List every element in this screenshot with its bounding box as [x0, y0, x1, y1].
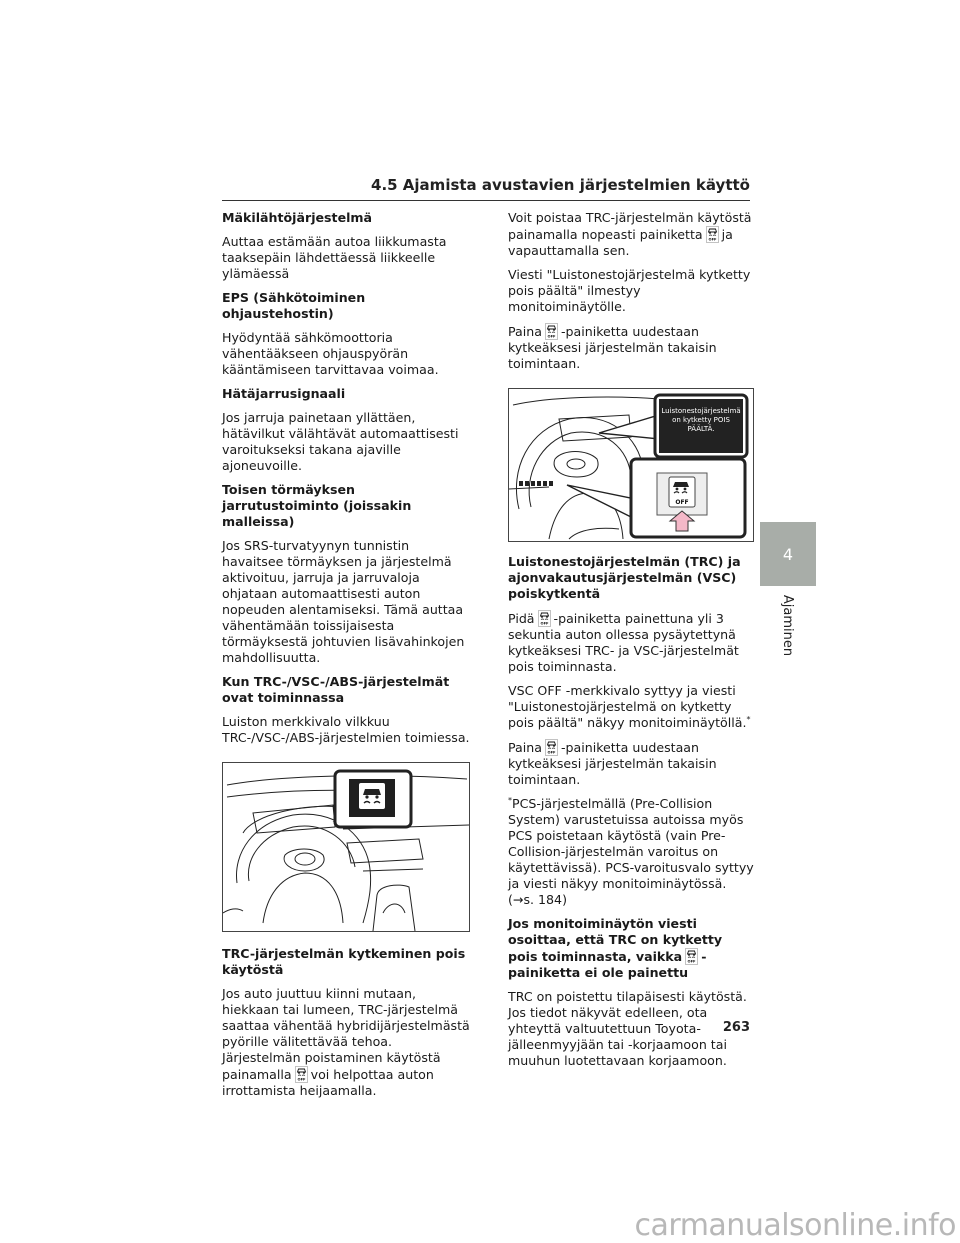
chapter-number: 4 [782, 544, 794, 564]
heading-emergency-brake-signal: Hätäjarrusignaali [222, 386, 346, 401]
vsc-off-button-icon [538, 610, 551, 627]
vsc-off-button-icon [706, 226, 719, 243]
paragraph-trc-message: Viesti "Luistonestojärjestelmä kytketty pois päältä" ilmestyy monitoiminäytölle. [508, 267, 751, 314]
paragraph-trc-vsc-hold: Pidä -painiketta painettuna yli 3 sekuntia auton ollessa pysäytettynä kytkeäksesi TRC- ja VSC-järjestelmät pois toiminnasta. [508, 611, 739, 674]
vsc-off-button-icon [685, 948, 698, 965]
paragraph-trc-off: Jos auto juuttuu kiinni mutaan, hiekkaan tai lumeen, TRC-järjestelmä saattaa vähentää hybridijärjestelmästä pyörille välitettävää tehoa. Järjestelmän poistaminen käytöstä painamalla voi helpottaa auton irrottamista heijaamalla. [222, 986, 470, 1098]
heading-secondary-collision-brake: Toisen törmäyksen jarrutustoiminto (joissakin malleissa) [222, 482, 412, 529]
paragraph-trc-temporary-off: TRC on poistettu tilapäisesti käytöstä. Jos tiedot näkyvät edelleen, ota yhteyttä valtuutettuun Toyota-jälleenmyyjään tai -korjaamoon tai muuhun luotettavaan korjaamoon. [508, 989, 747, 1068]
button-off-label: OFF [675, 499, 689, 506]
dashboard-slip-indicator-illustration [222, 762, 470, 932]
vsc-off-button-illustration [508, 388, 754, 542]
paragraph-trc-vsc-abs-active: Luiston merkkivalo vilkkuu TRC-/VSC-/ABS-järjestelmien toimiessa. [222, 714, 470, 745]
left-column [222, 210, 474, 1107]
footnote-pcs: *PCS-järjestelmällä (Pre-Collision System) varustetuissa autoissa myös PCS poistetaan käytöstä (vain Pre-Collision-järjestelmän varoitus on käytettävissä). PCS-varoitusvalo syttyy ja viesti näkyy monitoiminäytössä. (→s. 184) [508, 795, 754, 907]
site-watermark: carmanualsonline.info [634, 1208, 956, 1243]
paragraph-emergency-brake-signal: Jos jarruja painetaan yllättäen, hätävilkut välähtävät automaattisesti varoitukseksi takana ajaville ajoneuvoille. [222, 410, 459, 473]
heading-eps: EPS (Sähkötoiminen ohjaustehostin) [222, 290, 366, 321]
paragraph-secondary-collision-brake: Jos SRS-turvatyynyn tunnistin havaitsee törmäyksen ja järjestelmä aktivoituu, jarruja ja jarruvaloja ohjataan automaattisesti auton nopeuden alentamiseksi. Tämä auttaa vähentämään toissijaisesta törmäyksestä johtuvien lisävahinkojen mahdollisuutta. [222, 538, 465, 665]
heading-trc-off: TRC-järjestelmän kytkeminen pois käytöstä [222, 946, 466, 977]
right-column [508, 210, 754, 1077]
paragraph-eps: Hyödyntää sähkömoottoria vähentääkseen ohjauspyörän kääntämiseen tarvittavaa voimaa. [222, 330, 439, 377]
page-number: 263 [722, 1020, 750, 1035]
section-header: 4.5 Ajamista avustavien järjestelmien käyttö [371, 176, 750, 194]
header-rule [222, 200, 750, 201]
heading-trc-vsc-off: Luistonestojärjestelmän (TRC) ja ajonvakautusjärjestelmän (VSC) poiskytkentä [508, 554, 741, 601]
paragraph-vsc-reenable: Paina -painiketta uudestaan kytkeäksesi järjestelmän takaisin toimintaan. [508, 740, 717, 787]
chapter-tab [760, 522, 816, 586]
vsc-off-button-icon [545, 323, 558, 340]
vsc-off-button-icon [545, 739, 558, 756]
trc-off-message: Luistonestojärjestelmä on kytketty POIS PÄÄLTÄ. [661, 407, 741, 433]
chapter-label: Ajaminen [780, 594, 796, 656]
paragraph-hill-start: Auttaa estämään autoa liikkumasta taaksepäin lähdettäessä liikkeelle ylämäessä [222, 234, 447, 281]
paragraph-trc-quick-press: Voit poistaa TRC-järjestelmän käytöstä painamalla nopeasti painiketta ja vapauttamalla sen. [508, 210, 752, 258]
heading-trc-off-message-unexpected: Jos monitoiminäytön viesti osoittaa, että TRC on kytketty pois toiminnasta, vaikka -painiketta ei ole painettu [508, 916, 723, 980]
vsc-off-button-icon [295, 1066, 308, 1083]
paragraph-trc-reenable: Paina -painiketta uudestaan kytkeäksesi järjestelmän takaisin toimintaan. [508, 324, 717, 371]
heading-hill-start: Mäkilähtöjärjestelmä [222, 210, 373, 225]
paragraph-vsc-off-indicator: VSC OFF -merkkivalo syttyy ja viesti "Luistonestojärjestelmä on kytketty pois päältä" näkyy monitoiminäytöllä.* [508, 683, 751, 730]
heading-trc-vsc-abs-active: Kun TRC-/VSC-/ABS-järjestelmät ovat toiminnassa [222, 674, 450, 705]
